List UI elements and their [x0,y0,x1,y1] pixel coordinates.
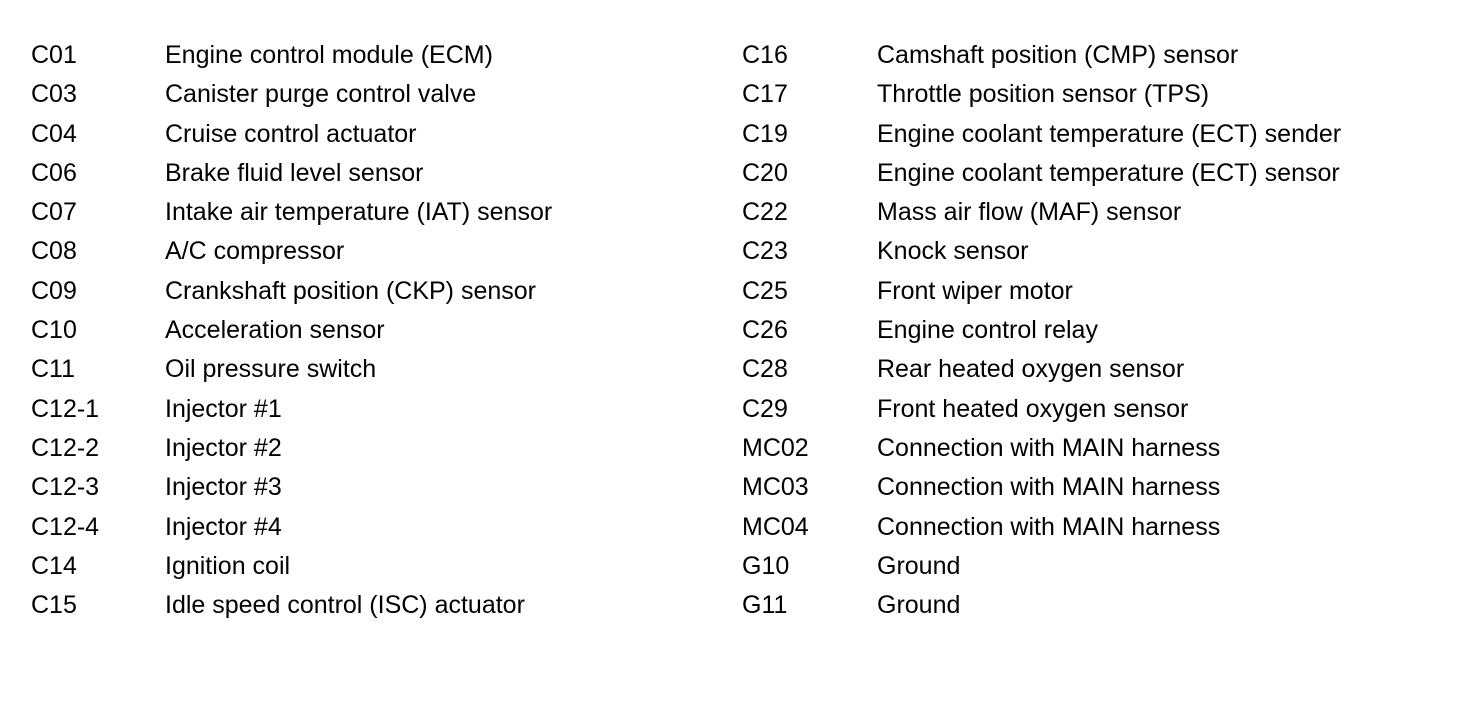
component-description: Mass air flow (MAF) sensor [877,198,1182,227]
component-description: Ground [877,551,961,580]
component-description: Crankshaft position (CKP) sensor [165,276,536,305]
component-description: Ignition coil [165,551,291,580]
connector-code: C19 [742,119,788,148]
component-description: Injector #1 [165,394,282,423]
component-description: Engine coolant temperature (ECT) sender [877,119,1342,148]
connector-legend [0,36,1472,636]
component-description: Engine control relay [877,316,1098,345]
legend-row [31,115,721,154]
legend-row [31,154,721,193]
legend-row [742,468,1462,507]
legend-row [31,272,721,311]
legend-row [742,232,1462,271]
component-description: Connection with MAIN harness [877,473,1221,502]
legend-row [742,75,1462,114]
connector-code: MC03 [742,473,809,502]
legend-row [31,547,721,586]
legend-row [31,468,721,507]
component-description: Front heated oxygen sensor [877,394,1189,423]
legend-row [31,586,721,625]
connector-code: C10 [31,316,77,345]
connector-code: MC04 [742,512,809,541]
legend-row [31,311,721,350]
connector-code: G10 [742,551,790,580]
connector-code: MC02 [742,433,809,462]
connector-code: C01 [31,41,77,69]
component-description: Acceleration sensor [165,316,385,345]
legend-row [742,586,1462,625]
component-description: Engine control module (ECM) [165,41,493,69]
connector-code: C20 [742,158,788,187]
connector-code: C04 [31,119,77,148]
legend-row [742,115,1462,154]
connector-code: C16 [742,41,788,69]
connector-code: G11 [742,591,788,620]
component-description: Cruise control actuator [165,119,417,148]
connector-code: C17 [742,80,788,109]
component-description: Throttle position sensor (TPS) [877,80,1210,109]
component-description: Idle speed control (ISC) actuator [165,591,525,620]
legend-row [31,193,721,232]
legend-column-left [31,36,721,625]
connector-code: C12-2 [31,433,100,462]
connector-code: C25 [742,276,788,305]
component-description: Brake fluid level sensor [165,158,424,187]
legend-row [742,390,1462,429]
connector-code: C12-4 [31,512,100,541]
connector-code: C07 [31,198,77,227]
connector-code: C12-3 [31,473,100,502]
component-description: Engine coolant temperature (ECT) sensor [877,158,1340,187]
component-description: Intake air temperature (IAT) sensor [165,198,553,227]
connector-code: C03 [31,80,77,109]
legend-row [742,272,1462,311]
connector-code: C06 [31,158,77,187]
legend-row [31,429,721,468]
connector-code: C23 [742,237,788,266]
connector-code: C26 [742,316,788,345]
component-description: Rear heated oxygen sensor [877,355,1185,384]
component-description: Knock sensor [877,237,1029,266]
component-description: Oil pressure switch [165,355,377,384]
connector-code: C22 [742,198,788,227]
connector-code: C08 [31,237,77,266]
connector-code: C28 [742,355,788,384]
component-description: Camshaft position (CMP) sensor [877,41,1239,69]
component-description: Injector #4 [165,512,282,541]
component-description: Injector #2 [165,433,282,462]
component-description: Front wiper motor [877,276,1073,305]
legend-row [31,350,721,389]
component-description: Connection with MAIN harness [877,433,1221,462]
legend-row [31,390,721,429]
component-description: A/C compressor [165,237,345,266]
legend-row [742,36,1462,75]
connector-code: C09 [31,276,77,305]
legend-row [31,36,721,75]
connector-code: C14 [31,551,77,580]
component-description: Ground [877,591,961,620]
connector-code: C11 [31,355,76,384]
legend-column-right [742,36,1462,625]
connector-code: C15 [31,591,77,620]
legend-row [742,154,1462,193]
component-description: Canister purge control valve [165,80,477,109]
connector-code: C12-1 [31,394,100,423]
component-description: Connection with MAIN harness [877,512,1221,541]
component-description: Injector #3 [165,473,282,502]
legend-row [742,311,1462,350]
legend-row [31,75,721,114]
legend-row [742,547,1462,586]
legend-row [742,508,1462,547]
legend-row [31,508,721,547]
legend-row [742,193,1462,232]
legend-row [742,350,1462,389]
connector-code: C29 [742,394,788,423]
legend-row [742,429,1462,468]
legend-row [31,232,721,271]
